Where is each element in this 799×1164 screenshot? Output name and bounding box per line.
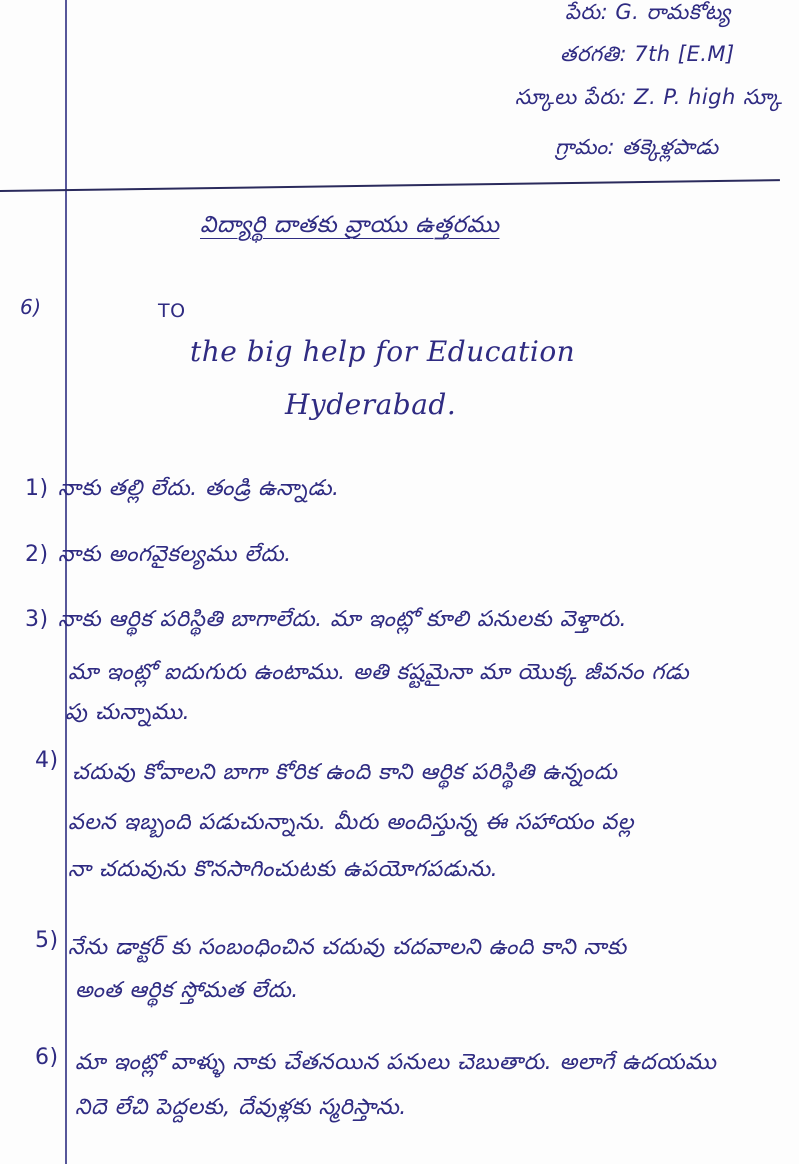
village-name: గ్రామం: తక్కెళ్లపాడు: [555, 135, 719, 159]
school-name: స్కూలు పేరు: Z. P. high స్కూ: [515, 85, 783, 109]
recipient-to: TO: [158, 300, 186, 322]
point-line: వలన ఇబ్బంది పడుచున్నాను. మీరు అందిస్తున్న ఈ సహాయం వల్ల: [68, 810, 634, 835]
question-number: 6): [20, 295, 42, 319]
point-line: నాకు అంగవైకల్యము లేదు.: [58, 542, 292, 567]
point-number: 2): [25, 542, 49, 567]
point-number: 5): [35, 928, 59, 953]
point-line: మా ఇంట్లో ఐదుగురు ఉంటాము. అతి కష్టమైనా మా యొక్క జీవనం గడు: [68, 660, 690, 685]
point-line: నాకు తల్లి లేదు. తండ్రి ఉన్నాడు.: [58, 476, 340, 501]
point-line: నాకు ఆర్థిక పరిస్థితి బాగాలేదు. మా ఇంట్లో కూలి పనులకు వెళ్తారు.: [58, 607, 627, 632]
point-line: నేను డాక్టర్ కు సంబంధించిన చదువు చదవాలని ఉంది కాని నాకు: [68, 935, 627, 960]
recipient-line-1: the big help for Education: [190, 335, 576, 368]
point-number: 3): [25, 607, 49, 632]
point-line: మా ఇంట్లో వాళ్ళు నాకు చేతనయిన పనులు చెబుతారు. అలాగే ఉదయము: [75, 1050, 717, 1075]
point-line: చదువు కోవాలని బాగా కోరిక ఉంది కాని ఆర్థిక పరిస్థితి ఉన్నందు: [72, 760, 618, 785]
point-line: నా చదువును కొనసాగించుటకు ఉపయోగపడును.: [68, 857, 499, 882]
point-line: అంత ఆర్థిక స్తోమత లేదు.: [75, 978, 299, 1003]
point-number: 4): [35, 748, 59, 773]
point-line: నిదె లేచి పెద్దలకు, దేవుళ్లకు స్మరిస్తాను.: [75, 1095, 407, 1120]
student-class: తరగతి: 7th [E.M]: [560, 42, 735, 66]
point-line: పు చున్నాము.: [65, 700, 191, 725]
point-number: 1): [25, 476, 49, 501]
letter-title: విద్యార్థి దాతకు వ్రాయు ఉత్తరము: [200, 212, 500, 238]
point-number: 6): [35, 1045, 59, 1070]
recipient-line-2: Hyderabad.: [285, 388, 457, 421]
student-name: పేరు: G. రామకోట్య: [565, 0, 731, 24]
margin-line: [65, 0, 67, 1164]
header-divider: [0, 179, 780, 192]
